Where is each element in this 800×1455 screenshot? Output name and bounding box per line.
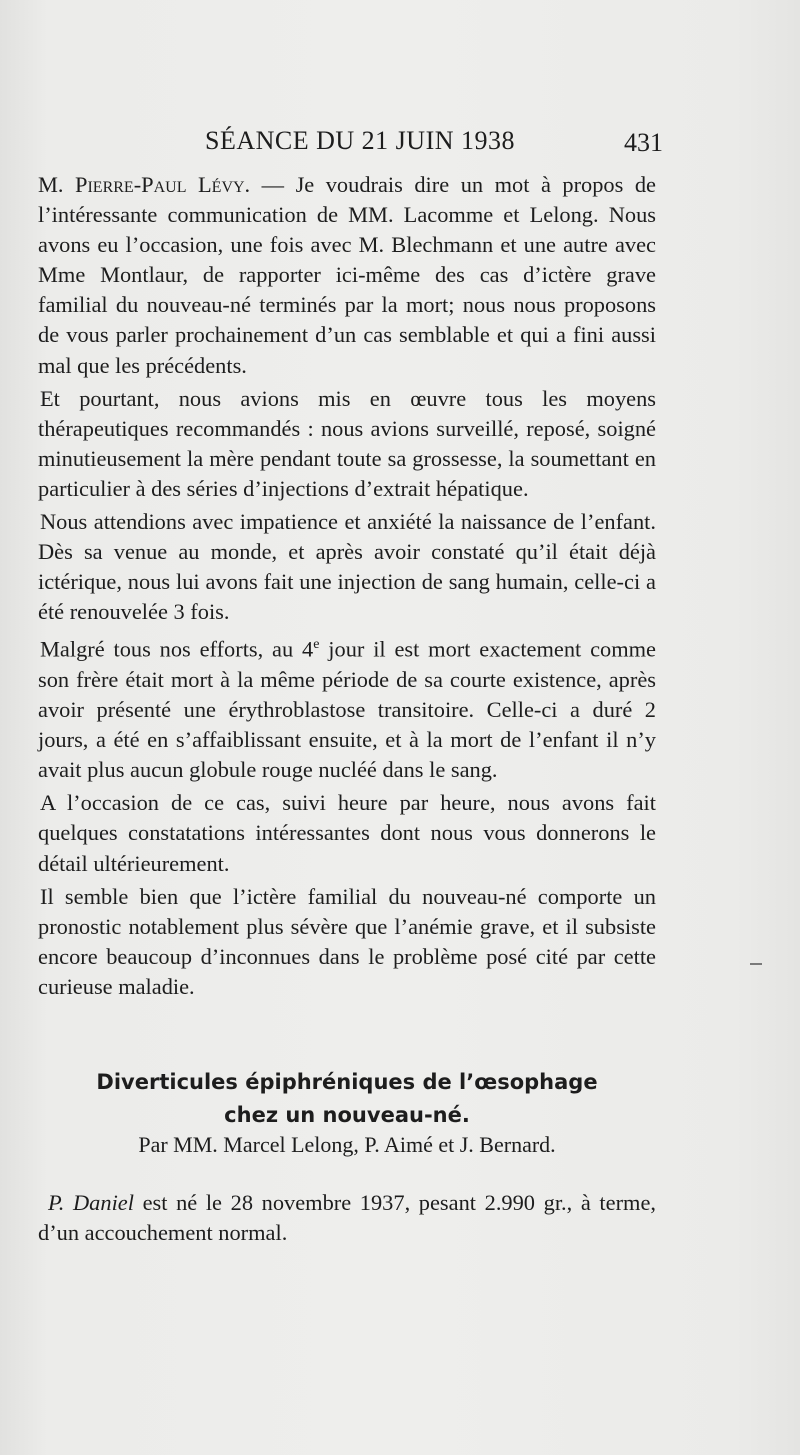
final-paragraph — [38, 1188, 656, 1248]
ordinal-superscript: e — [313, 637, 320, 653]
paragraph-4-text-after: jour il est mort exactement comme son frère était mort à la même période de sa courte existence, après avoir présenté une érythroblastose transitoire. Celle-ci a duré 2 jours, a été en s’affaiblissant ensuite, et à la mort de l’enfant il n’y avait plus aucun globule rouge nucléé dans le sang. — [38, 636, 656, 783]
paragraph-2: Et pourtant, nous avions mis en œuvre tous les moyens thérapeutiques recommandés : nous avions surveillé, reposé, soigné minutieusement la mère pendant toute sa grossesse, la soumettant en particulier à des séries d’injections d’extrait hépatique. — [38, 385, 656, 501]
running-title: SÉANCE DU 21 JUIN 1938 — [205, 126, 515, 155]
section-title — [38, 1066, 656, 1132]
section-authors — [38, 1130, 656, 1160]
page-number: 431 — [624, 128, 663, 157]
paragraph-4-text-before: Malgré tous nos efforts, au 4 — [40, 636, 314, 662]
final-paragraph-text — [38, 1188, 656, 1248]
body-text — [38, 170, 656, 1002]
paragraph-4 — [38, 630, 656, 785]
section-title-line-2: chez un nouveau-né. — [224, 1103, 470, 1127]
section-title-line-1: Diverticules épiphréniques de l’œsophage — [96, 1070, 598, 1094]
paragraph-1 — [38, 170, 656, 381]
authors-line: Par MM. Marcel Lelong, P. Aimé et J. Bernard. — [138, 1132, 556, 1157]
speaker-name: M. Pierre-Paul Lévy. — [38, 172, 251, 197]
running-head — [0, 126, 800, 162]
paragraph-1-text: — Je voudrais dire un mot à propos de l’intéressante communication de MM. Lacomme et Lelong. Nous avons eu l’occasion, une fois avec M. Blechmann et une autre avec Mme Montlaur, de rapporter ici-même des cas d’ictère grave familial du nouveau-né terminés par la mort; nous nous proposons de vous parler prochainement d’un cas semblable et qui a fini aussi mal que les précédents. — [38, 172, 656, 378]
patient-name: P. Daniel — [48, 1190, 134, 1215]
final-paragraph-body: est né le 28 novembre 1937, pesant 2.990 gr., à terme, d’un accouchement normal. — [38, 1190, 656, 1245]
margin-dash-mark — [750, 963, 762, 965]
paragraph-3: Nous attendions avec impatience et anxiété la naissance de l’enfant. Dès sa venue au monde, et après avoir constaté qu’il était déjà ictérique, nous lui avons fait une injection de sang humain, celle-ci a été renouvelée 3 fois. — [38, 509, 656, 625]
paragraph-5: A l’occasion de ce cas, suivi heure par heure, nous avons fait quelques constatations intéressantes dont nous vous donnerons le détail ultérieurement. — [38, 790, 656, 876]
paragraph-6: Il semble bien que l’ictère familial du nouveau-né comporte un pronostic notablement plus sévère que l’anémie grave, et il subsiste encore beaucoup d’inconnues dans le problème posé cité par cette curieuse maladie. — [38, 883, 656, 999]
